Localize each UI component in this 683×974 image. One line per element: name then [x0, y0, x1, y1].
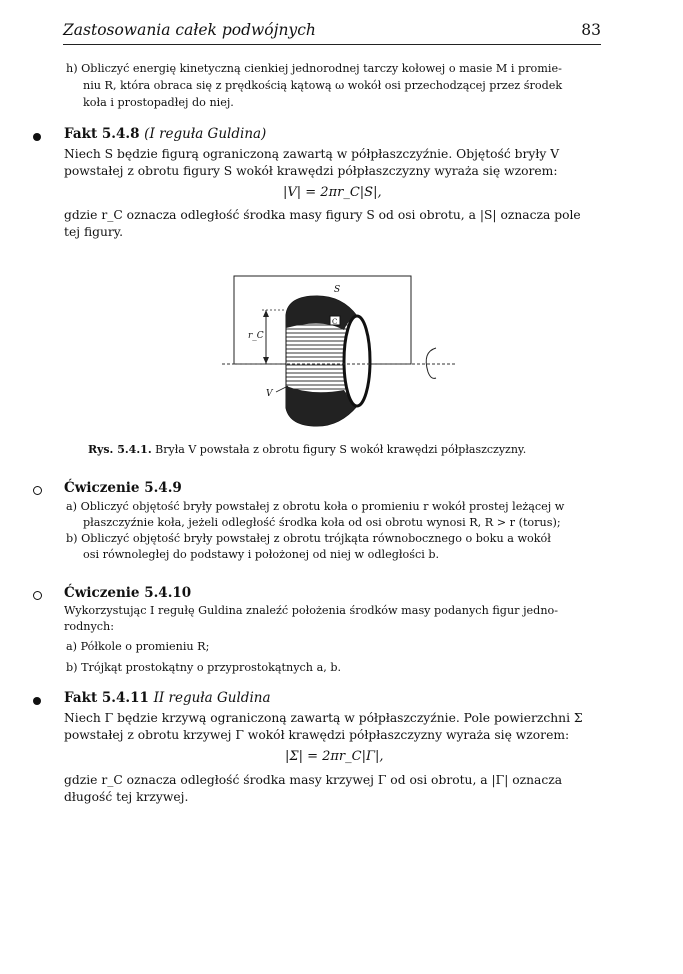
exercise-5410-b: b) Trójkąt prostokątny o przyprostokątnych a, b. [66, 661, 342, 674]
guldina-figure [222, 268, 472, 430]
figure-caption [88, 443, 526, 456]
fact-548-name: (I reguła Guldina) [144, 126, 267, 142]
rotation-arrow [426, 348, 436, 378]
exercise-549-b1: b) Obliczyć objętość bryły powstałej z obrotu trójkąta równobocznego o boku a wokół [66, 532, 551, 545]
header-title: Zastosowania całek podwójnych [63, 21, 316, 39]
label-c: C [332, 318, 338, 326]
fact-bullet [33, 133, 41, 141]
exercise-5410-intro1: Wykorzystując I regułę Guldina znaleźć położenia środków masy podanych figur jedno- [64, 604, 559, 617]
exercise-h-line2: niu R, która obraca się z prędkością kątową ω wokół osi przechodzącej przez środek [83, 79, 563, 92]
fact-548-line2: powstałej z obrotu figury S wokół krawędzi półpłaszczyzny wyraża się wzorem: [64, 164, 558, 178]
caption-prefix: Rys. 5.4.1. [88, 443, 152, 456]
label-s: S [334, 285, 341, 295]
fact-5411-line1: Niech Γ będzie krzywą ograniczoną zawartą w półpłaszczyźnie. Pole powierzchni Σ [64, 711, 583, 725]
exercise-549-heading: Ćwiczenie 5.4.9 [64, 480, 182, 496]
caption-text: Bryła V powstała z obrotu figury S wokół krawędzi półpłaszczyzny. [155, 443, 527, 456]
fact-548-line1: Niech S będzie figurą ograniczoną zawartą w półpłaszczyźnie. Objętość bryły V [64, 147, 560, 161]
fact-5411-after2: długość tej krzywej. [64, 790, 189, 804]
exercise-549-b2: osi równoległej do podstawy i położonej od niej w odległości b. [83, 548, 440, 561]
fact-bullet [33, 697, 41, 705]
exercise-bullet [33, 591, 42, 600]
exercise-5410-a: a) Półkole o promieniu R; [66, 640, 210, 653]
fact-548-formula: |V| = 2πr_C|S|, [283, 185, 382, 200]
label-v: V [266, 389, 273, 399]
fact-548-number: Fakt 5.4.8 [64, 126, 140, 142]
exercise-h-line1: h) Obliczyć energię kinetyczną cienkiej jednorodnej tarczy kołowej o masie M i promie- [66, 62, 562, 75]
fact-5411-name: II reguła Guldina [153, 690, 271, 706]
fact-548-after2: tej figury. [64, 225, 124, 239]
front-ring [344, 316, 370, 406]
running-header [63, 18, 601, 45]
exercise-5410-intro2: rodnych: [64, 620, 115, 633]
label-rc: r_C [248, 331, 264, 341]
fact-548-heading [64, 126, 266, 142]
page-number: 83 [581, 21, 601, 39]
fact-5411-line2: powstałej z obrotu krzywej Γ wokół krawędzi półpłaszczyzny wyraża się wzorem: [64, 728, 570, 742]
fact-5411-formula: |Σ| = 2πr_C|Γ|, [285, 749, 384, 764]
fact-5411-heading [64, 690, 271, 706]
fact-5411-number: Fakt 5.4.11 [64, 690, 149, 706]
exercise-h-line3: koła i prostopadłej do niej. [83, 96, 234, 109]
fact-5411-after1: gdzie r_C oznacza odległość środka masy krzywej Γ od osi obrotu, a |Γ| oznacza [64, 773, 563, 787]
exercise-549-a1: a) Obliczyć objętość bryły powstałej z obrotu koła o promieniu r wokół prostej leżącej w [66, 500, 565, 513]
fact-548-after1: gdzie r_C oznacza odległość środka masy figury S od osi obrotu, a |S| oznacza pole [64, 208, 581, 222]
exercise-5410-heading: Ćwiczenie 5.4.10 [64, 585, 192, 601]
exercise-bullet [33, 486, 42, 495]
exercise-549-a2: płaszczyźnie koła, jeżeli odległość środka koła od osi obrotu wynosi R, R > r (torus); [83, 516, 561, 529]
